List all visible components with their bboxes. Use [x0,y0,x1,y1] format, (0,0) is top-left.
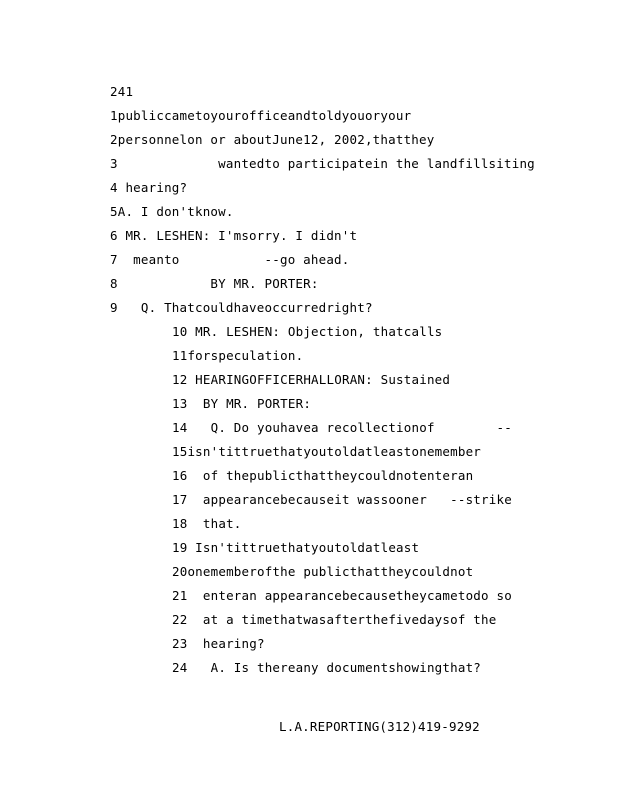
transcript-line-15: 15isn'tittruethatyoutoldatleastonemember [172,444,482,459]
transcript-line-24: 24 A. Is thereany documentshowingthat? [172,660,482,675]
transcript-line-9: 9 Q. Thatcouldhaveoccurredright? [110,300,373,315]
transcript-line-11: 11forspeculation. [172,348,304,363]
transcript-line-6: 6 MR. LESHEN: I'msorry. I didn't [110,228,358,243]
transcript-line-3: 3 wantedto participatein the landfillsiting [110,156,535,171]
transcript-line-8: 8 BY MR. PORTER: [110,276,319,291]
transcript-line-17: 17 appearancebecauseit wassooner --strike [172,492,512,507]
transcript-line-16: 16 of thepublicthattheycouldnotenteran [172,468,474,483]
transcript-line-18: 18 that. [172,516,242,531]
transcript-line-12: 12 HEARINGOFFICERHALLORAN: Sustained [172,372,451,387]
transcript-line-19: 19 Isn'tittruethatyoutoldatleast [172,540,420,555]
transcript-line-13: 13 BY MR. PORTER: [172,396,312,411]
transcript-line-7: 7 meanto --go ahead. [110,252,350,267]
transcript-line-2: 2personnelon or aboutJune12, 2002,thatthey [110,132,435,147]
transcript-line-20: 20onememberofthe publicthattheycouldnot [172,564,474,579]
transcript-line-1: 1publiccametoyourofficeandtoldyouoryour [110,108,412,123]
page-number: 241 [110,84,134,99]
page-footer: L.A.REPORTING(312)419-9292 [279,719,480,734]
transcript-line-5: 5A. I don'tknow. [110,204,234,219]
transcript-line-14: 14 Q. Do youhavea recollectionof -- [172,420,512,435]
transcript-line-10: 10 MR. LESHEN: Objection, thatcalls [172,324,443,339]
transcript-line-23: 23 hearing? [172,636,265,651]
transcript-line-4: 4 hearing? [110,180,188,195]
transcript-line-21: 21 enteran appearancebecausetheycametodo so [172,588,512,603]
transcript-line-22: 22 at a timethatwasafterthefivedaysof the [172,612,497,627]
